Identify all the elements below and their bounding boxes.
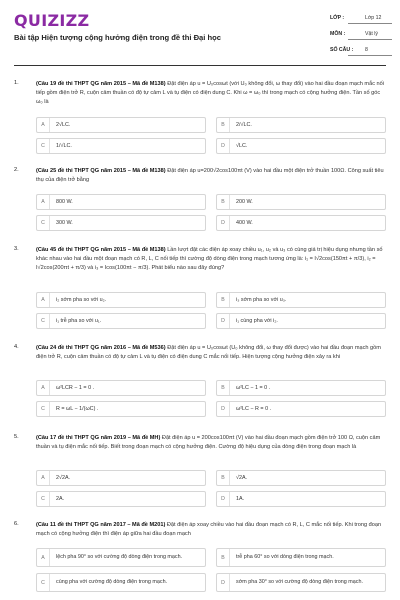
option-text: i₁ cùng pha với i₂. bbox=[236, 317, 278, 324]
question-body: Đặt điện áp u = U₀cosωt (với U₀ không đổi, ω thay đổi) vào hai đầu đoạn mạch mắc nối tiếp gồm điện trở R, cuộn cảm thuần có độ tự cảm L và tụ điện có điện dung C. Khi ω = ω₀ thì trong mạch có cộng hưởng điện. Tần số góc ω₀ là bbox=[36, 81, 385, 105]
option-b[interactable] bbox=[216, 292, 386, 308]
subject-value: Vật lý bbox=[365, 31, 378, 37]
option-c[interactable] bbox=[36, 138, 206, 154]
option-text: 1A. bbox=[236, 495, 245, 502]
option-c[interactable] bbox=[36, 313, 206, 329]
option-text: ω²LC − 1 = 0 . bbox=[236, 384, 271, 391]
question-text bbox=[36, 167, 386, 185]
question-2 bbox=[14, 167, 386, 237]
question-source: (Câu 11 đề thi THPT QG năm 2017 – Mã đề M201) bbox=[36, 522, 166, 528]
grade-value: Lớp 12 bbox=[365, 15, 382, 21]
option-letter: C bbox=[37, 314, 50, 328]
option-text: 2A. bbox=[56, 495, 65, 502]
question-source: (Câu 25 đề thi THPT QG năm 2015 – Mã đề M138) bbox=[36, 168, 166, 174]
option-b[interactable] bbox=[216, 117, 386, 133]
option-a[interactable] bbox=[36, 548, 206, 567]
option-c[interactable] bbox=[36, 491, 206, 507]
question-number: 3. bbox=[14, 246, 19, 252]
option-text: 400 W. bbox=[236, 219, 253, 226]
option-d[interactable] bbox=[216, 573, 386, 592]
option-text: 1/√LC. bbox=[56, 142, 72, 149]
option-text: 2√LC. bbox=[56, 121, 71, 128]
question-body: Đặt điện áp xoay chiều vào hai đầu đoạn mạch có R, L, C mắc nối tiếp. Khi trong đoạn mạch có cộng hưởng điện thì điện áp giữa hai đầu đoạn mạch bbox=[36, 522, 382, 537]
question-1 bbox=[14, 80, 386, 165]
option-text: R = ωL − 1/(ωC) . bbox=[56, 405, 99, 412]
question-6 bbox=[14, 521, 386, 597]
question-text bbox=[36, 246, 386, 273]
count-value: 8 bbox=[365, 47, 368, 53]
question-text bbox=[36, 344, 386, 362]
grade-label: LỚP : bbox=[330, 15, 345, 21]
option-text: i₁ trễ pha so với u₁. bbox=[56, 317, 102, 324]
option-a[interactable] bbox=[36, 194, 206, 210]
option-b[interactable] bbox=[216, 470, 386, 486]
option-letter: A bbox=[37, 549, 50, 566]
question-number: 2. bbox=[14, 167, 19, 173]
option-d[interactable] bbox=[216, 313, 386, 329]
option-letter: D bbox=[217, 216, 230, 230]
option-a[interactable] bbox=[36, 380, 206, 396]
option-text: 2/√LC. bbox=[236, 121, 252, 128]
question-source: (Câu 45 đề thi THPT QG năm 2015 – Mã đề M138) bbox=[36, 247, 166, 253]
question-text bbox=[36, 80, 386, 107]
option-letter: B bbox=[217, 381, 230, 395]
question-4 bbox=[14, 344, 386, 424]
option-b[interactable] bbox=[216, 194, 386, 210]
option-letter: B bbox=[217, 118, 230, 132]
option-text: lệch pha 90° so với cường độ dòng điện trong mạch. bbox=[56, 554, 183, 560]
option-letter: A bbox=[37, 293, 50, 307]
question-body: Lần lượt đặt các điện áp xoay chiều u₁, u₂ và u₃ có cùng giá trị hiệu dụng nhưng tần số khác nhau vào hai đầu một đoạn mạch có R, L, C nối tiếp thì cường độ dòng điện trong mạch tương ứng là: i₁ = I√2cos(150πt + π/3), i₂ = I√2cos(200πt + π/3) và i₃ = Icos(100πt − π/3). Phát biểu nào sau đây đúng? bbox=[36, 247, 383, 271]
option-d[interactable] bbox=[216, 491, 386, 507]
subject-underline bbox=[348, 39, 392, 40]
question-source: (Câu 17 đề thi THPT QG năm 2019 – Mã đề MH) bbox=[36, 435, 161, 441]
option-text: sớm pha 30° so với cường độ dòng điện trong mạch. bbox=[236, 579, 363, 585]
option-text: trễ pha 60° so với dòng điện trong mạch. bbox=[236, 554, 334, 560]
option-letter: B bbox=[217, 549, 230, 566]
option-c[interactable] bbox=[36, 401, 206, 417]
option-text: cùng pha với cường độ dòng điện trong mạch. bbox=[56, 579, 168, 585]
option-letter: C bbox=[37, 216, 50, 230]
option-letter: D bbox=[217, 314, 230, 328]
question-5 bbox=[14, 434, 386, 514]
option-text: ω²LC − R = 0 . bbox=[236, 405, 272, 412]
option-letter: C bbox=[37, 139, 50, 153]
option-a[interactable] bbox=[36, 292, 206, 308]
option-text: 200 W. bbox=[236, 198, 253, 205]
header-divider bbox=[14, 65, 386, 66]
option-text: 2√2A. bbox=[56, 474, 71, 481]
worksheet-title: Bài tập Hiện tượng cộng hưởng điện trong đề thi Đại học bbox=[14, 33, 221, 42]
question-text bbox=[36, 521, 386, 539]
worksheet-header bbox=[0, 0, 400, 68]
option-a[interactable] bbox=[36, 117, 206, 133]
grade-underline bbox=[348, 23, 392, 24]
option-letter: A bbox=[37, 118, 50, 132]
question-number: 1. bbox=[14, 80, 19, 86]
option-letter: D bbox=[217, 139, 230, 153]
option-letter: C bbox=[37, 492, 50, 506]
option-a[interactable] bbox=[36, 470, 206, 486]
subject-label: MÔN : bbox=[330, 31, 346, 37]
question-number: 4. bbox=[14, 344, 19, 350]
option-c[interactable] bbox=[36, 215, 206, 231]
option-d[interactable] bbox=[216, 401, 386, 417]
option-letter: C bbox=[37, 402, 50, 416]
question-number: 5. bbox=[14, 434, 19, 440]
question-source: (Câu 24 đề thi THPT QG năm 2016 – Mã đề M536) bbox=[36, 345, 166, 351]
question-source: (Câu 19 đề thi THPT QG năm 2015 – Mã đề M138) bbox=[36, 81, 166, 87]
option-text: √LC. bbox=[236, 142, 248, 149]
option-text: 800 W. bbox=[56, 198, 73, 205]
option-text: √2A. bbox=[236, 474, 248, 481]
option-text: i₃ sớm pha so với u₃. bbox=[236, 296, 287, 303]
option-letter: D bbox=[217, 492, 230, 506]
quizizz-logo: QUIZIZZ bbox=[14, 11, 90, 30]
option-letter: A bbox=[37, 381, 50, 395]
option-b[interactable] bbox=[216, 380, 386, 396]
option-letter: D bbox=[217, 574, 230, 591]
question-body: Đặt điện áp u = 200cos100πt (V) vào hai đầu đoạn mạch gồm điện trở 100 Ω, cuộn cảm thuần và tụ điện mắc nối tiếp. Biết trong đoạn mạch có cộng hưởng điện. Cường độ hiệu dụng của dòng điện trong đoạn mạch là bbox=[36, 435, 381, 450]
option-d[interactable] bbox=[216, 215, 386, 231]
option-c[interactable] bbox=[36, 573, 206, 592]
option-text: ω²LCR − 1 = 0 . bbox=[56, 384, 95, 391]
option-letter: B bbox=[217, 293, 230, 307]
question-text bbox=[36, 434, 386, 452]
option-letter: B bbox=[217, 471, 230, 485]
option-letter: C bbox=[37, 574, 50, 591]
option-text: i₂ sớm pha so với u₂. bbox=[56, 296, 107, 303]
count-underline bbox=[348, 55, 392, 56]
question-body: Đặt điện áp u=200√2cos100πt (V) vào hai đầu một điện trở thuần 100Ω. Công suất tiêu thụ của điện trở bằng bbox=[36, 168, 384, 183]
question-number: 6. bbox=[14, 521, 19, 527]
option-b[interactable] bbox=[216, 548, 386, 567]
option-letter: A bbox=[37, 195, 50, 209]
question-body: Đặt điện áp u = U₀cosωt (U₀ không đổi, ω thay đổi được) vào hai đầu đoạn mạch gồm điện trở R, cuộn cảm thuần có độ tự cảm L và tụ điện có điện dung C mắc nối tiếp. Hiện tượng cộng hưởng điện xảy ra khi bbox=[36, 345, 381, 360]
option-text: 300 W. bbox=[56, 219, 73, 226]
option-d[interactable] bbox=[216, 138, 386, 154]
option-letter: B bbox=[217, 195, 230, 209]
count-label: SỐ CÂU : bbox=[330, 47, 354, 53]
option-letter: D bbox=[217, 402, 230, 416]
question-3 bbox=[14, 246, 386, 336]
option-letter: A bbox=[37, 471, 50, 485]
